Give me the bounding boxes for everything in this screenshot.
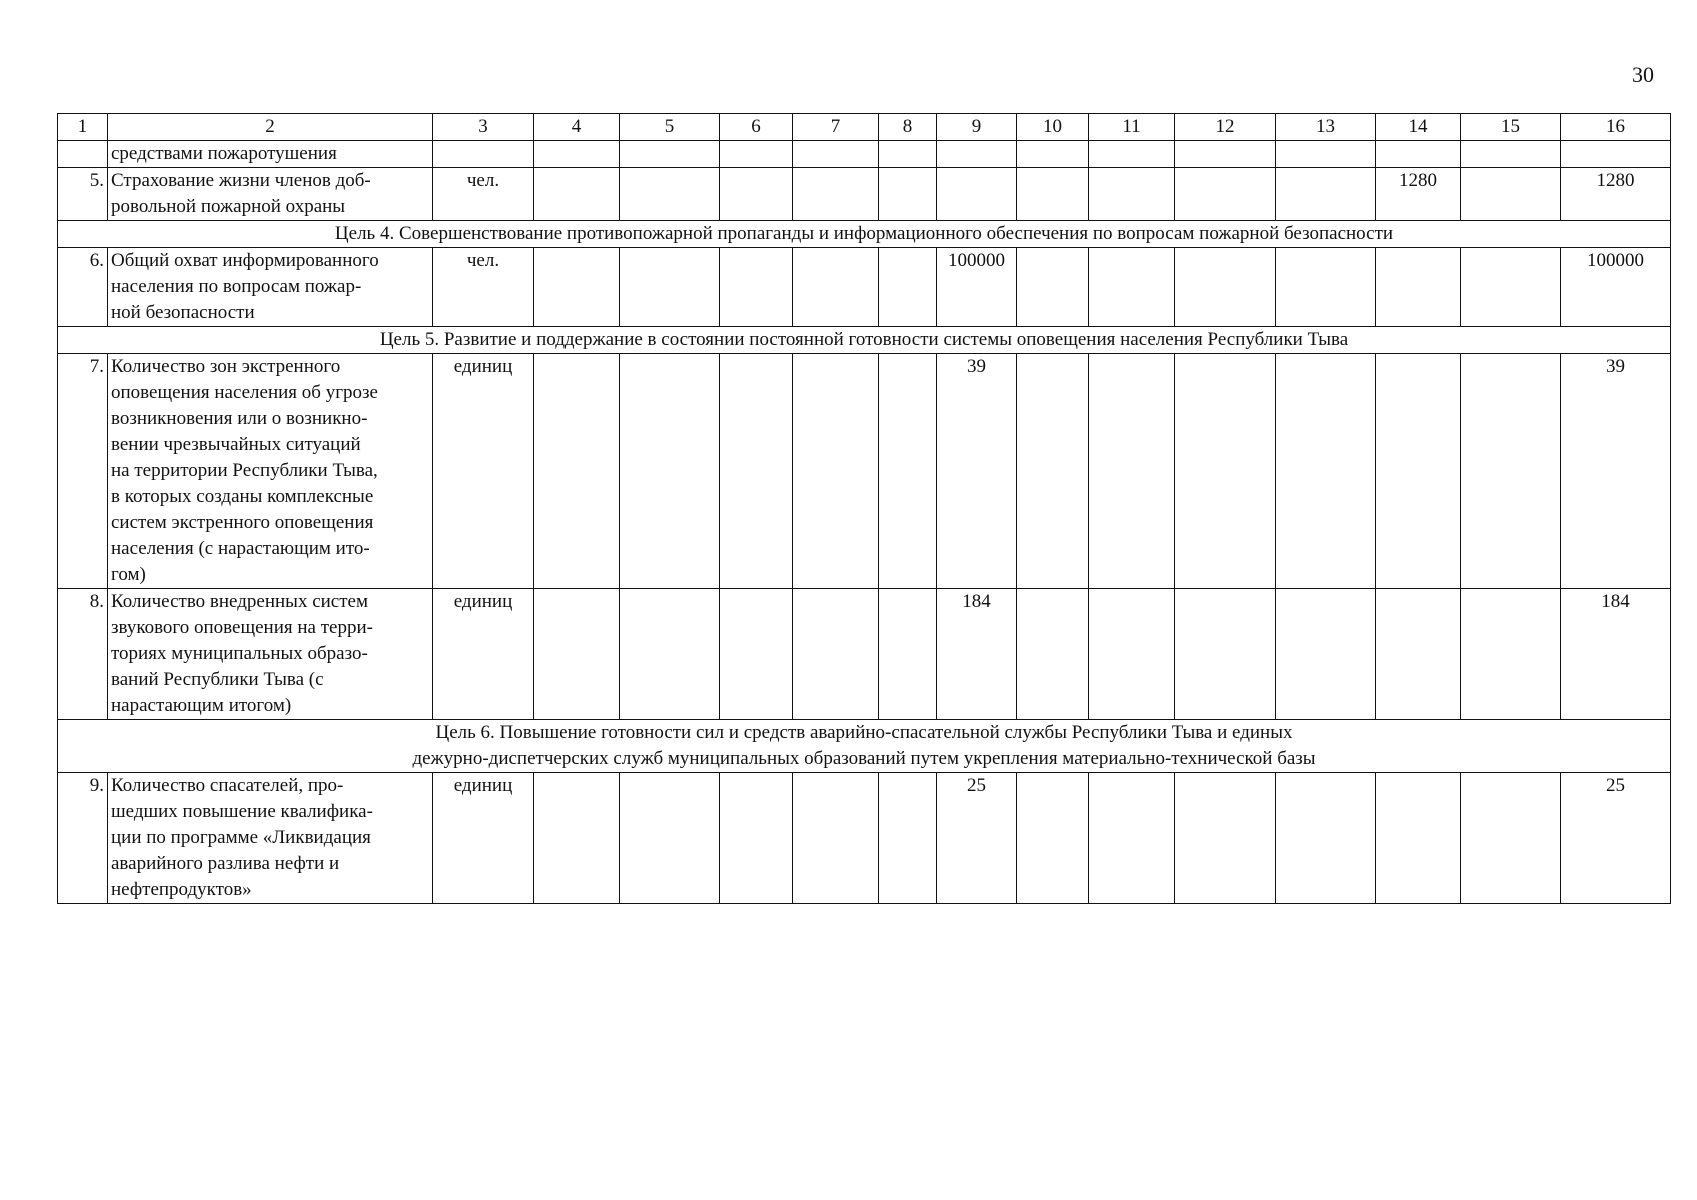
table-row — [58, 589, 1671, 720]
table-row — [58, 773, 1671, 904]
value-cell-col14 — [1376, 354, 1461, 589]
column-header: 13 — [1276, 114, 1376, 141]
value-cell-col6 — [720, 248, 793, 327]
indicator-name-line: шедших повышение квалифика- — [111, 801, 373, 822]
value-cell-col15 — [1461, 773, 1561, 904]
value-cell-col11 — [1089, 354, 1175, 589]
value-cell-col4 — [534, 773, 620, 904]
indicator-name — [108, 141, 433, 168]
indicator-name-line: на территории Республики Тыва, — [111, 460, 378, 481]
value-cell-col5 — [620, 589, 720, 720]
indicator-name-line: в которых созданы комплексные — [111, 486, 374, 507]
value-cell-col5 — [620, 168, 720, 221]
value-cell-col12 — [1175, 354, 1276, 589]
goal-line: Цель 4. Совершенствование противопожарной пропаганды и информационного обеспечения по вопросам пожарной безопасности — [334, 223, 1394, 244]
indicator-name-line: Количество зон экстренного — [111, 356, 341, 377]
value-cell-col6 — [720, 141, 793, 168]
indicator-name-line: звукового оповещения на терри- — [111, 617, 373, 638]
value-cell-col13 — [1276, 248, 1376, 327]
column-header: 16 — [1561, 114, 1671, 141]
value-cell-col14: 1280 — [1376, 168, 1461, 221]
value-cell-col4 — [534, 168, 620, 221]
value-cell-col6 — [720, 773, 793, 904]
value-cell-col9 — [937, 168, 1017, 221]
value-cell-col16: 1280 — [1561, 168, 1671, 221]
table-row — [58, 248, 1671, 327]
indicator-name-line: систем экстренного оповещения — [111, 512, 374, 533]
value-cell-col9: 39 — [937, 354, 1017, 589]
indicator-name-line: вении чрезвычайных ситуаций — [111, 434, 361, 455]
value-cell-col7 — [793, 354, 879, 589]
value-cell-col16: 100000 — [1561, 248, 1671, 327]
value-cell-col7 — [793, 773, 879, 904]
indicator-name-line: Количество спасателей, про- — [111, 775, 344, 796]
value-cell-col7 — [793, 589, 879, 720]
value-cell-col11 — [1089, 773, 1175, 904]
unit-cell: чел. — [433, 168, 534, 221]
unit-cell: единиц — [433, 773, 534, 904]
value-cell-col10 — [1017, 589, 1089, 720]
value-cell-col7 — [793, 168, 879, 221]
indicator-name-line: ции по программе «Ликвидация — [111, 827, 371, 848]
unit-cell — [433, 141, 534, 168]
value-cell-col9: 184 — [937, 589, 1017, 720]
row-number: 5. — [58, 168, 108, 221]
value-cell-col13 — [1276, 168, 1376, 221]
value-cell-col5 — [620, 248, 720, 327]
column-header: 9 — [937, 114, 1017, 141]
indicator-name-line: гом) — [111, 564, 146, 585]
column-header: 15 — [1461, 114, 1561, 141]
value-cell-col8 — [879, 248, 937, 327]
goal-row — [58, 720, 1671, 773]
value-cell-col11 — [1089, 168, 1175, 221]
column-header: 7 — [793, 114, 879, 141]
indicator-name — [108, 168, 433, 221]
value-cell-col12 — [1175, 248, 1276, 327]
value-cell-col10 — [1017, 773, 1089, 904]
indicator-name — [108, 248, 433, 327]
value-cell-col12 — [1175, 168, 1276, 221]
value-cell-col15 — [1461, 141, 1561, 168]
row-number: 9. — [58, 773, 108, 904]
goal-title — [58, 221, 1671, 248]
value-cell-col8 — [879, 168, 937, 221]
column-header: 10 — [1017, 114, 1089, 141]
column-header: 1 — [58, 114, 108, 141]
indicator-name-line: Количество внедренных систем — [111, 591, 368, 612]
value-cell-col8 — [879, 589, 937, 720]
goal-title — [58, 720, 1671, 773]
value-cell-col13 — [1276, 141, 1376, 168]
value-cell-col9 — [937, 141, 1017, 168]
value-cell-col10 — [1017, 248, 1089, 327]
unit-cell: чел. — [433, 248, 534, 327]
value-cell-col14 — [1376, 248, 1461, 327]
value-cell-col10 — [1017, 354, 1089, 589]
table-row — [58, 141, 1671, 168]
value-cell-col10 — [1017, 168, 1089, 221]
value-cell-col9: 100000 — [937, 248, 1017, 327]
value-cell-col12 — [1175, 589, 1276, 720]
value-cell-col5 — [620, 141, 720, 168]
indicator-name-line: оповещения населения об угрозе — [111, 382, 378, 403]
value-cell-col13 — [1276, 773, 1376, 904]
value-cell-col5 — [620, 354, 720, 589]
goal-row — [58, 221, 1671, 248]
value-cell-col15 — [1461, 354, 1561, 589]
indicator-name-line: населения по вопросам пожар- — [111, 276, 362, 297]
value-cell-col16: 184 — [1561, 589, 1671, 720]
column-header: 6 — [720, 114, 793, 141]
value-cell-col9: 25 — [937, 773, 1017, 904]
value-cell-col6 — [720, 589, 793, 720]
value-cell-col12 — [1175, 773, 1276, 904]
indicator-name-line: ной безопасности — [111, 302, 255, 323]
indicator-name-line: Страхование жизни членов доб- — [111, 170, 371, 191]
value-cell-col4 — [534, 248, 620, 327]
value-cell-col5 — [620, 773, 720, 904]
value-cell-col11 — [1089, 589, 1175, 720]
page-number: 30 — [1632, 62, 1654, 87]
column-header: 11 — [1089, 114, 1175, 141]
table-row — [58, 168, 1671, 221]
value-cell-col14 — [1376, 773, 1461, 904]
indicator-name-line: средствами пожаротушения — [111, 143, 337, 164]
value-cell-col16: 25 — [1561, 773, 1671, 904]
row-number: 6. — [58, 248, 108, 327]
row-number — [58, 141, 108, 168]
indicator-name — [108, 354, 433, 589]
value-cell-col16 — [1561, 141, 1671, 168]
value-cell-col8 — [879, 773, 937, 904]
unit-cell: единиц — [433, 354, 534, 589]
value-cell-col11 — [1089, 248, 1175, 327]
indicator-name-line: аварийного разлива нефти и — [111, 853, 340, 874]
value-cell-col4 — [534, 589, 620, 720]
value-cell-col6 — [720, 168, 793, 221]
column-header: 14 — [1376, 114, 1461, 141]
indicator-name-line: ровольной пожарной охраны — [111, 196, 346, 217]
value-cell-col4 — [534, 354, 620, 589]
value-cell-col13 — [1276, 354, 1376, 589]
indicator-name — [108, 773, 433, 904]
value-cell-col15 — [1461, 248, 1561, 327]
table-body — [58, 114, 1671, 904]
value-cell-col7 — [793, 141, 879, 168]
value-cell-col15 — [1461, 589, 1561, 720]
column-header: 4 — [534, 114, 620, 141]
indicator-name-line: нарастающим итогом) — [111, 695, 292, 716]
value-cell-col8 — [879, 354, 937, 589]
indicators-table — [57, 113, 1671, 904]
goal-line: Цель 6. Повышение готовности сил и средств аварийно-спасательной службы Республики Тыва и единых — [435, 722, 1293, 743]
value-cell-col13 — [1276, 589, 1376, 720]
indicator-name-line: ваний Республики Тыва (с — [111, 669, 324, 690]
value-cell-col7 — [793, 248, 879, 327]
value-cell-col10 — [1017, 141, 1089, 168]
unit-cell: единиц — [433, 589, 534, 720]
column-header: 3 — [433, 114, 534, 141]
row-number: 7. — [58, 354, 108, 589]
table-row — [58, 354, 1671, 589]
indicator-name-line: Общий охват информированного — [111, 250, 379, 271]
goal-line: дежурно-диспетчерских служб муниципальных образований путем укрепления материально-технической базы — [412, 748, 1316, 769]
indicator-name-line: ториях муниципальных образо- — [111, 643, 368, 664]
indicator-name-line: возникновения или о возникно- — [111, 408, 368, 429]
row-number: 8. — [58, 589, 108, 720]
value-cell-col14 — [1376, 141, 1461, 168]
column-header: 5 — [620, 114, 720, 141]
value-cell-col15 — [1461, 168, 1561, 221]
goal-line: Цель 5. Развитие и поддержание в состоянии постоянной готовности системы оповещения населения Республики Тыва — [379, 329, 1349, 350]
column-header: 8 — [879, 114, 937, 141]
indicator-name-line: населения (с нарастающим ито- — [111, 538, 370, 559]
column-header: 12 — [1175, 114, 1276, 141]
indicator-name-line: нефтепродуктов» — [111, 879, 252, 900]
value-cell-col4 — [534, 141, 620, 168]
goal-row — [58, 327, 1671, 354]
value-cell-col14 — [1376, 589, 1461, 720]
value-cell-col11 — [1089, 141, 1175, 168]
column-header: 2 — [108, 114, 433, 141]
indicator-name — [108, 589, 433, 720]
goal-title — [58, 327, 1671, 354]
value-cell-col12 — [1175, 141, 1276, 168]
value-cell-col6 — [720, 354, 793, 589]
value-cell-col8 — [879, 141, 937, 168]
column-number-header — [58, 114, 1671, 141]
value-cell-col16: 39 — [1561, 354, 1671, 589]
